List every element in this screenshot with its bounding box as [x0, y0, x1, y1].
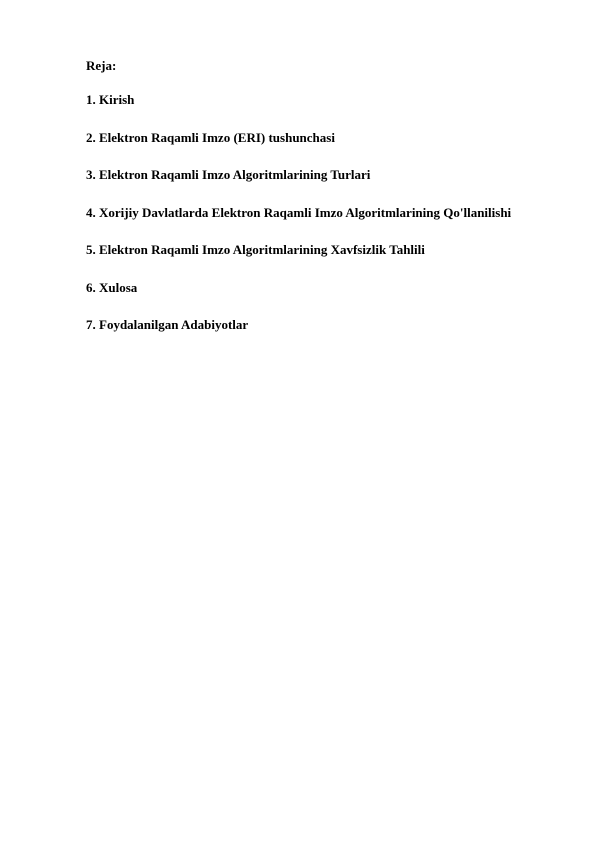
toc-item: 7. Foydalanilgan Adabiyotlar	[86, 317, 249, 332]
toc-item: 4. Xorijiy Davlatlarda Elektron Raqamli Imzo Algoritmlarining Qo'llanilishi	[86, 204, 512, 220]
table-of-contents	[86, 92, 566, 333]
page-content	[86, 58, 566, 337]
toc-item: 6. Xulosa	[86, 279, 138, 295]
toc-item: 1. Kirish	[86, 92, 135, 107]
plan-heading: Reja:	[86, 58, 117, 73]
toc-item: 2. Elektron Raqamli Imzo (ERI) tushunchasi	[86, 129, 335, 145]
toc-item: 3. Elektron Raqamli Imzo Algoritmlarining Turlari	[86, 167, 371, 182]
toc-item: 5. Elektron Raqamli Imzo Algoritmlarining Xavfsizlik Tahlili	[86, 242, 425, 257]
